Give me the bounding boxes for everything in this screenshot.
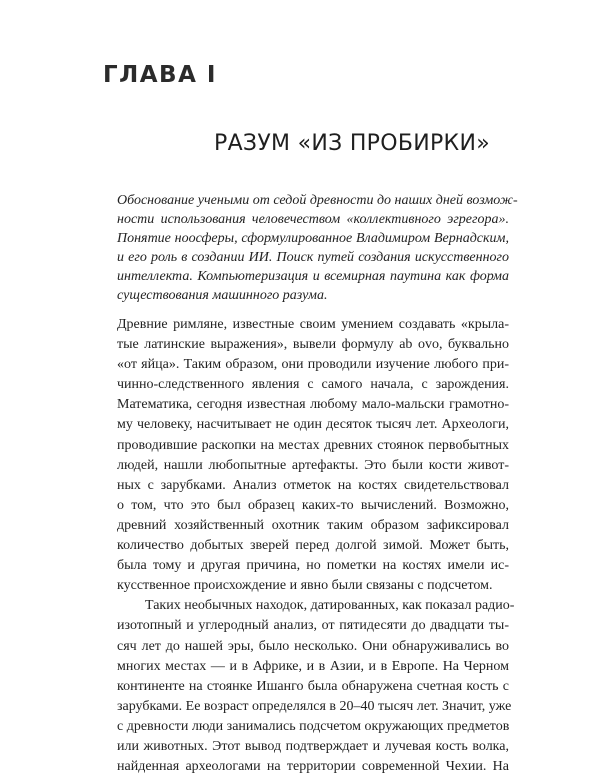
text-line: или животных. Этот вывод подтверждает и лучевая кость волка, (117, 738, 509, 754)
text-line: зарубками. Ее возраст определялся в 20–40 тысяч лет. Значит, уже (117, 698, 512, 714)
abstract-line: существования машинного разума. (117, 288, 328, 304)
text-line: Таких необычных находок, датированных, как показал радио- (145, 598, 515, 614)
text-line: о том, что это был образец каких-то вычислений. Возможно, (117, 497, 509, 513)
paragraph-1 (117, 315, 509, 596)
text-line: количество добытых зверей перед долгой зимой. Может быть, (117, 538, 509, 554)
text-line: «от яйца». Таким образом, они проводили изучение любого при- (117, 357, 509, 373)
abstract-line: Понятие ноосферы, сформулированное Владимиром Вернадским, (117, 231, 509, 247)
chapter-abstract (117, 191, 518, 306)
abstract-line: интеллекта. Компьютеризация и всемирная паутина как форма (117, 269, 509, 285)
abstract-line: и его роль в создании ИИ. Поиск путей создания искусственного (117, 250, 509, 266)
text-line: многих местах — и в Африке, и в Азии, и в Европе. На Черном (117, 658, 509, 674)
text-line: тые латинские выражения», вывели формулу ab ovo, буквально (117, 337, 509, 353)
text-line: сяч лет до нашей эры, было несколько. Они обнаруживались во (117, 638, 509, 654)
body-text (117, 315, 515, 777)
text-line: Древние римляне, известные своим умением создавать «крыла- (117, 317, 509, 332)
text-line: му человеку, насчитывает не один десяток тысяч лет. Археологи, (117, 417, 509, 433)
text-line: ных с зарубками. Анализ отметок на костях свидетельствовал (117, 477, 509, 493)
abstract-line: Обоснование учеными от седой древности до наших дней возмож- (117, 193, 518, 208)
chapter-label: ГЛАВА I (103, 62, 217, 88)
text-line: чинно-следственного явления с самого начала, с зарождения. (117, 377, 509, 393)
text-line: была тому и другая причина, но пометки на костях имели ис- (117, 558, 509, 574)
text-line: Математика, сегодня известная любому мало-мальски грамотно- (117, 397, 509, 413)
text-line: древний хозяйственный охотник таким образом зафиксировал (117, 517, 509, 533)
text-line: кусственное происхождение и явно были связаны с подсчетом. (117, 578, 493, 594)
paragraph-2 (117, 596, 515, 777)
text-line: изотопный и углеродный анализ, от пятидесяти до двадцати ты- (117, 618, 509, 634)
chapter-title: РАЗУМ «ИЗ ПРОБИРКИ» (214, 131, 490, 156)
text-line: проводившие раскопки на местах древних стоянок первобытных (117, 437, 509, 453)
text-line: людей, нашли любопытные артефакты. Это были кости живот- (117, 457, 509, 473)
text-line: континенте на стоянке Ишанго была обнаружена счетная кость с (117, 678, 509, 694)
text-line: с древности люди занимались подсчетом окружающих предметов (117, 718, 510, 734)
abstract-line: ности использования человечеством «коллективного эгрегора». (117, 212, 509, 228)
text-line: найденная археологами на территории современной Чехии. На (117, 759, 509, 775)
